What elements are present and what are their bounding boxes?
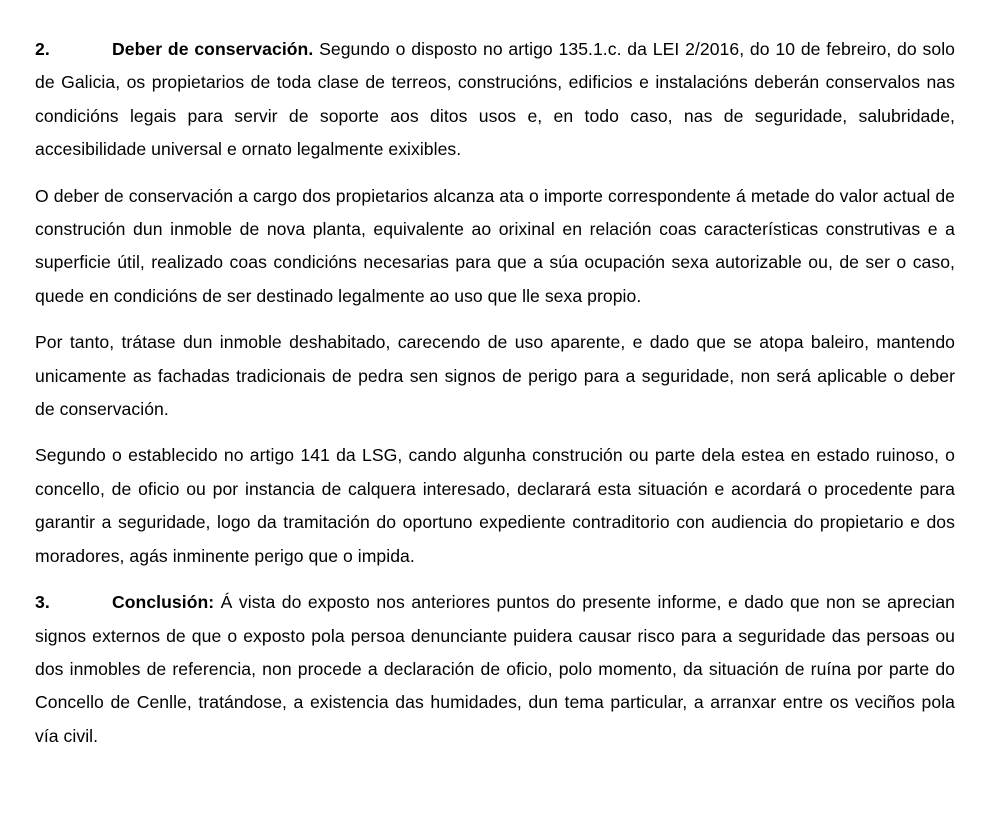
not-applicable-paragraph: Por tanto, trátase dun inmoble deshabitado, carecendo de uso aparente, e dado que se atopa baleiro, mantendo unicamente as fachadas tradicionais de pedra sen signos de perigo para a seguridade, non será aplicable o deber de conservación. — [35, 332, 955, 420]
section-3-paragraph — [35, 586, 955, 753]
ruin-declaration-paragraph: Segundo o establecido no artigo 141 da LSG, cando algunha construción ou parte dela estea en estado ruinoso, o concello, de oficio ou por instancia de calquera interesado, declarará esta situación e acordará o procedente para garantir a seguridade, logo da tramitación do oportuno expediente contraditorio con audiencia do propietario e dos moradores, agás inminente perigo que o impida. — [35, 445, 955, 566]
section-2-heading: Deber de conservación. — [112, 39, 314, 59]
section-2-intro-text: Segundo o disposto no artigo 135.1.c. da LEI 2/2016, do 10 de febreiro, do solo de Galicia, os propietarios de toda clase de terreos, construcións, edificios e instalacións deberán conservalos nas condicións legais para servir de soporte aos ditos usos e, en todo caso, nas de seguridade, salubridade, accesibilidade universal e ornato legalmente exixibles. — [35, 39, 955, 160]
conservation-limit-paragraph: O deber de conservación a cargo dos propietarios alcanza ata o importe correspondente á metade do valor actual de construción dun inmoble de nova planta, equivalente ao orixinal en relación coas características construtivas e a superficie útil, realizado coas condicións necesarias para que a súa ocupación sexa autorizable ou, de ser o caso, quede en condicións de ser destinado legalmente ao uso que lle sexa propio. — [35, 185, 955, 306]
section-3-number: 3. — [35, 592, 50, 613]
section-2-paragraph — [35, 33, 955, 167]
section-3-intro-text: Á vista do exposto nos anteriores puntos do presente informe, e dado que non se aprecian signos externos de que o exposto pola persoa denunciante puidera causar risco para a seguridade das persoas ou dos inmobles de referencia, non procede a declaración de oficio, polo momento, da situación de ruína por parte do Concello de Cenlle, tratándose, a existencia das humidades, dun tema particular, a arranxar entre os veciños pola vía civil. — [35, 592, 955, 746]
section-2-number: 2. — [35, 39, 50, 59]
section-3-heading: Conclusión: — [112, 592, 215, 613]
